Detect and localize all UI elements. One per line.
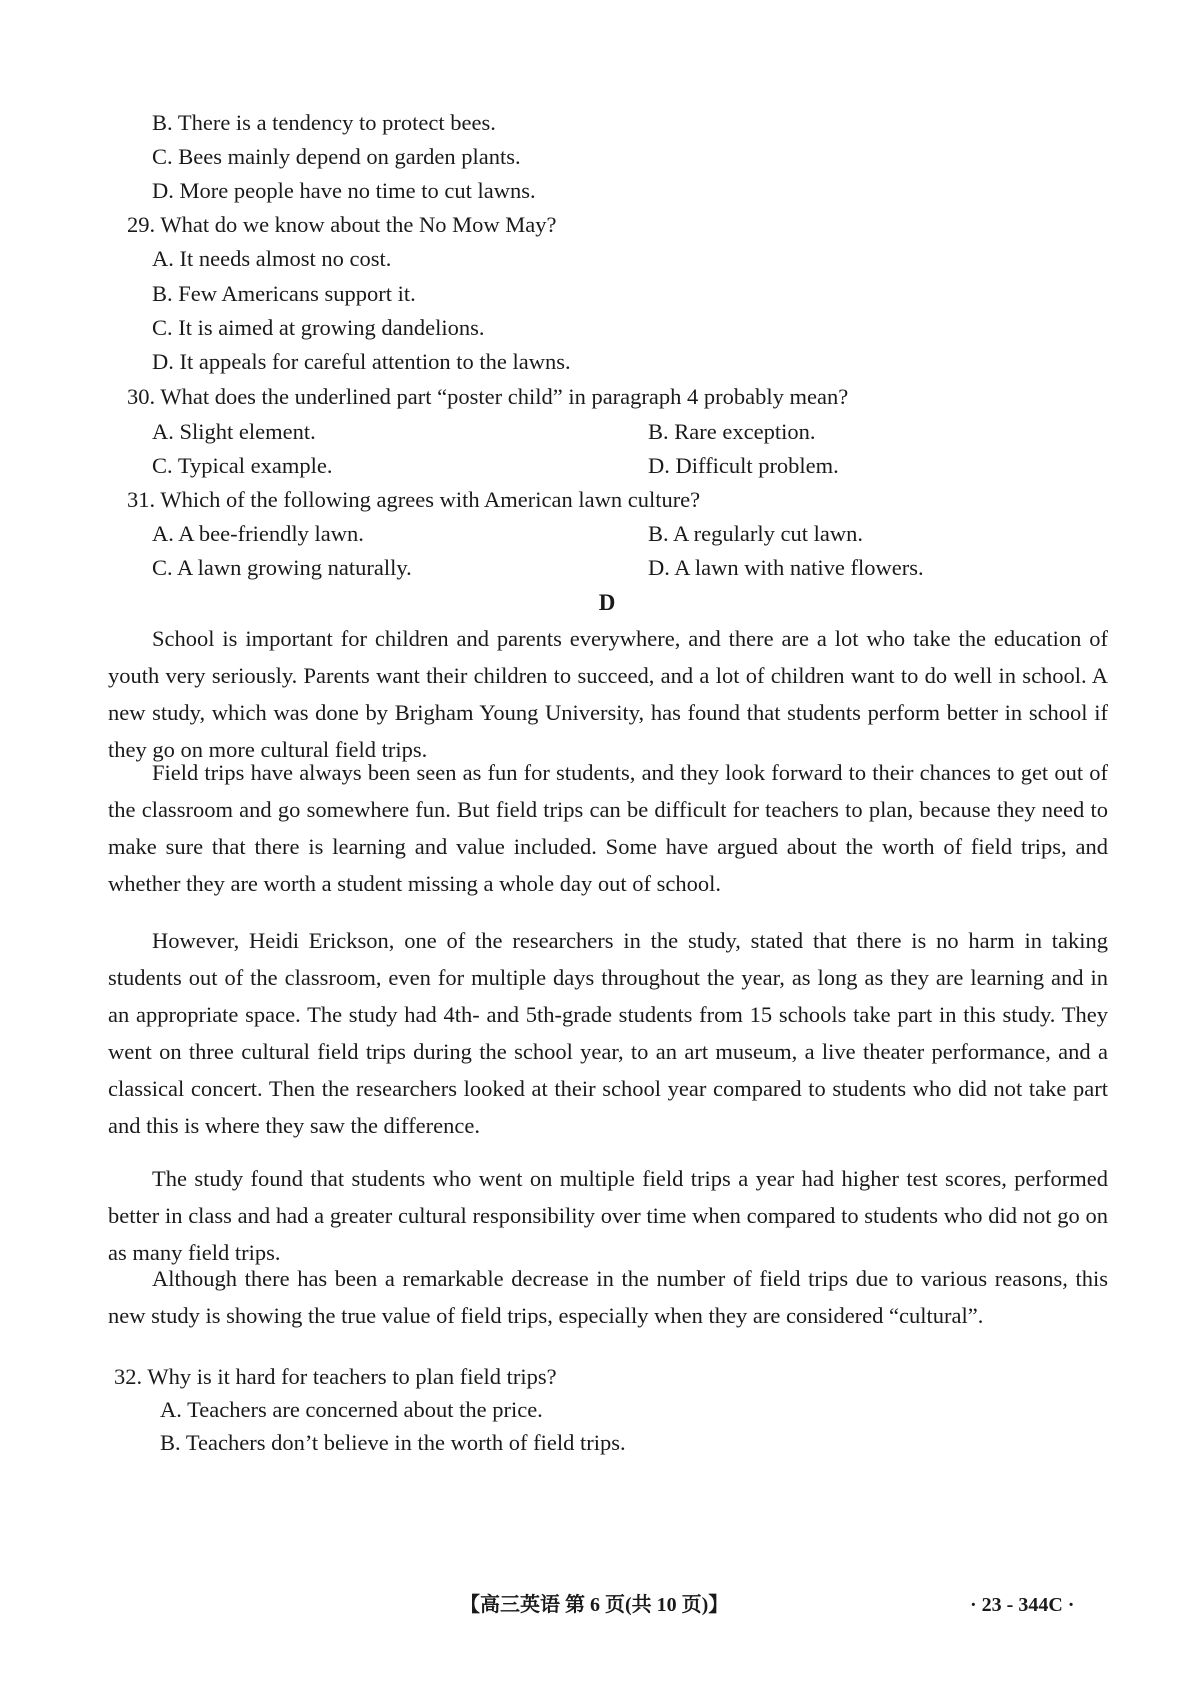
- q30-option-d: D. Difficult problem.: [648, 453, 839, 478]
- page-footer-info: 【高三英语 第 6 页(共 10 页)】: [460, 1594, 729, 1616]
- q31-question: 31. Which of the following agrees with American lawn culture?: [127, 487, 701, 512]
- q28-option-c: C. Bees mainly depend on garden plants.: [152, 144, 521, 169]
- q29-option-d: D. It appeals for careful attention to the lawns.: [152, 349, 571, 374]
- q29-option-c: C. It is aimed at growing dandelions.: [152, 315, 485, 340]
- q32-option-b: B. Teachers don’t believe in the worth of field trips.: [160, 1430, 626, 1455]
- q28-option-b: B. There is a tendency to protect bees.: [152, 110, 496, 135]
- q30-option-a: A. Slight element.: [152, 419, 316, 444]
- passage-paragraph-5: Although there has been a remarkable decrease in the number of field trips due to various reasons, this new study is showing the true value of field trips, especially when they are considered “cultural”.: [108, 1266, 1108, 1328]
- q28-option-d: D. More people have no time to cut lawns.: [152, 178, 536, 203]
- q31-option-d: D. A lawn with native flowers.: [648, 555, 924, 580]
- q30-question: 30. What does the underlined part “poster child” in paragraph 4 probably mean?: [127, 384, 849, 409]
- page-footer-code: · 23 - 344C ·: [970, 1594, 1075, 1616]
- q29-option-a: A. It needs almost no cost.: [152, 246, 392, 271]
- q31-option-b: B. A regularly cut lawn.: [648, 521, 863, 546]
- section-label: D: [598, 590, 616, 615]
- passage-paragraph-3: However, Heidi Erickson, one of the researchers in the study, stated that there is no harm in taking students out of the classroom, even for multiple days throughout the year, as long as they are learning and in an appropriate space. The study had 4th- and 5th-grade students from 15 schools take part in this study. They went on three cultural field trips during the school year, to an art museum, a live theater performance, and a classical concert. Then the researchers looked at their school year compared to students who did not take part and this is where they saw the difference.: [108, 928, 1108, 1138]
- q31-option-a: A. A bee-friendly lawn.: [152, 521, 364, 546]
- q31-option-c: C. A lawn growing naturally.: [152, 555, 412, 580]
- q29-option-b: B. Few Americans support it.: [152, 281, 416, 306]
- passage-paragraph-4: The study found that students who went on multiple field trips a year had higher test scores, performed better in class and had a greater cultural responsibility over time when compared to students who did not go on as many field trips.: [108, 1166, 1108, 1265]
- q32-option-a: A. Teachers are concerned about the price.: [160, 1397, 543, 1422]
- passage-paragraph-2: Field trips have always been seen as fun for students, and they look forward to their chances to get out of the classroom and go somewhere fun. But field trips can be difficult for teachers to plan, because they need to make sure that there is learning and value included. Some have argued about the worth of field trips, and whether they are worth a student missing a whole day out of school.: [108, 760, 1108, 896]
- q32-question: 32. Why is it hard for teachers to plan field trips?: [114, 1364, 557, 1389]
- q30-option-c: C. Typical example.: [152, 453, 333, 478]
- q30-option-b: B. Rare exception.: [648, 419, 816, 444]
- passage-paragraph-1: School is important for children and parents everywhere, and there are a lot who take the education of youth very seriously. Parents want their children to succeed, and a lot of children want to do well in school. A new study, which was done by Brigham Young University, has found that students perform better in school if they go on more cultural field trips.: [108, 626, 1108, 762]
- q29-question: 29. What do we know about the No Mow May?: [127, 212, 557, 237]
